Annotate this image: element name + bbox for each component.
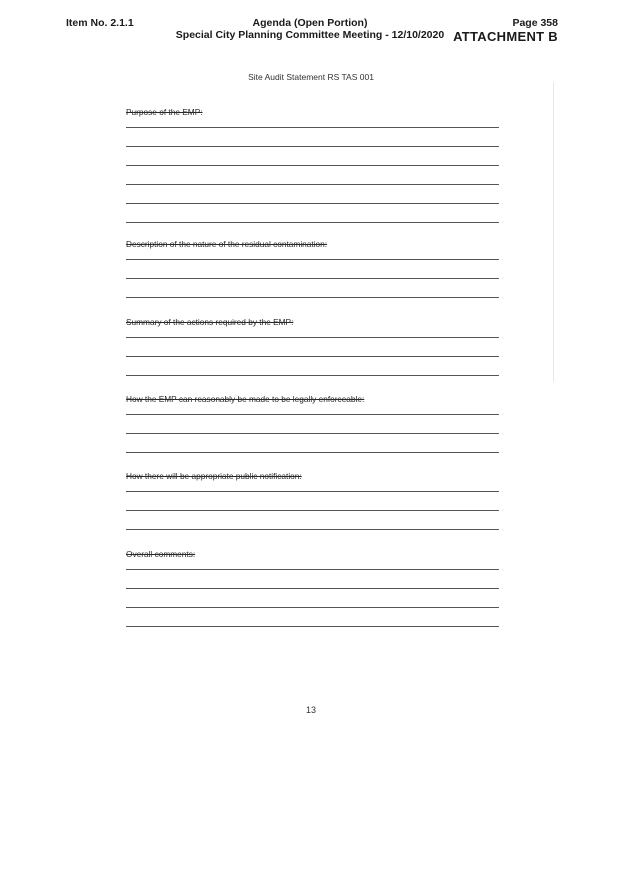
writing-line[interactable] — [126, 626, 499, 627]
section-heading: Summary of the actions required by the EMP: — [126, 317, 294, 327]
meeting-title: Special City Planning Committee Meeting - 12/10/2020 — [175, 29, 445, 41]
form-section — [126, 312, 499, 394]
scan-edge — [553, 82, 554, 382]
writing-line[interactable] — [126, 569, 499, 570]
writing-line[interactable] — [126, 452, 499, 453]
page-info — [453, 17, 558, 44]
writing-line[interactable] — [126, 433, 499, 434]
section-heading: How there will be appropriate public notification: — [126, 471, 302, 481]
writing-line[interactable] — [126, 146, 499, 147]
agenda-title: Agenda (Open Portion) — [252, 17, 368, 29]
writing-line[interactable] — [126, 297, 499, 298]
writing-line[interactable] — [126, 222, 499, 223]
form-section — [126, 389, 499, 471]
writing-line[interactable] — [126, 127, 499, 128]
writing-line[interactable] — [126, 184, 499, 185]
form-section — [126, 102, 499, 241]
item-number: Item No. 2.1.1 — [66, 17, 134, 29]
section-heading: Purpose of the EMP: — [126, 107, 203, 117]
agenda-heading — [155, 17, 465, 41]
writing-line[interactable] — [126, 203, 499, 204]
attachment-label: ATTACHMENT B — [453, 29, 558, 44]
writing-line[interactable] — [126, 491, 499, 492]
writing-line[interactable] — [126, 588, 499, 589]
writing-line[interactable] — [126, 607, 499, 608]
section-heading: Description of the nature of the residual contamination: — [126, 239, 328, 249]
writing-line[interactable] — [126, 375, 499, 376]
form-section — [126, 234, 499, 316]
writing-line[interactable] — [126, 510, 499, 511]
writing-line[interactable] — [126, 165, 499, 166]
writing-line[interactable] — [126, 278, 499, 279]
writing-line[interactable] — [126, 414, 499, 415]
writing-line[interactable] — [126, 337, 499, 338]
page-label: Page 358 — [512, 17, 558, 29]
section-heading: Overall comments: — [126, 549, 196, 559]
writing-line[interactable] — [126, 356, 499, 357]
page-number: 13 — [305, 705, 316, 715]
writing-line[interactable] — [126, 259, 499, 260]
form-section — [126, 544, 499, 645]
writing-line[interactable] — [126, 529, 499, 530]
section-heading: How the EMP can reasonably be made to be legally enforceable: — [126, 394, 365, 404]
form-section — [126, 466, 499, 548]
document-title: Site Audit Statement RS TAS 001 — [248, 72, 374, 82]
